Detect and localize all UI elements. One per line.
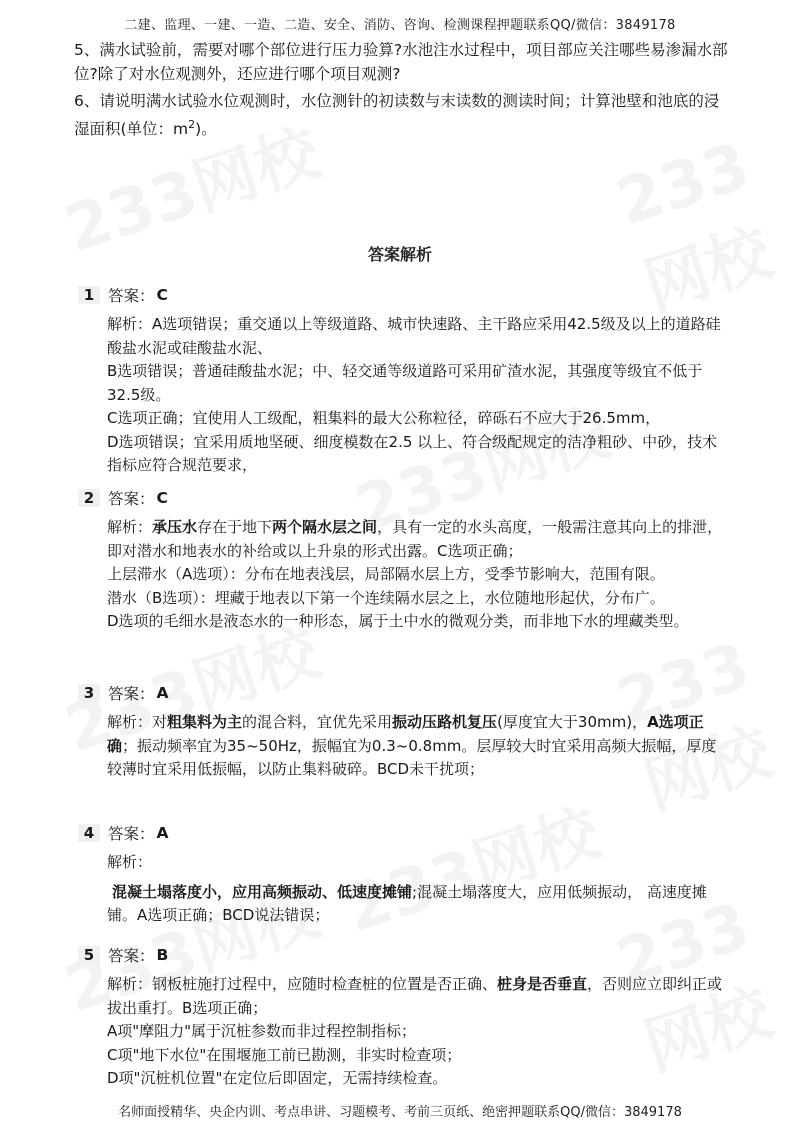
answer-5 bbox=[78, 943, 738, 1091]
page-header: 二建、监理、一建、一造、二造、安全、消防、咨询、检测课程押题联系QQ/微信：3849178 bbox=[124, 18, 676, 33]
question-5: 5、满水试验前，需要对哪个部位进行压力验算?水池注水过程中，项目部应关注哪些易渗漏水部位?除了对水位观测外，还应进行哪个项目观测? bbox=[74, 41, 728, 83]
answer-label: 答案： bbox=[108, 685, 155, 703]
answer-label: 答案： bbox=[108, 490, 155, 508]
answer-label: 答案： bbox=[108, 825, 155, 843]
answer-explanation: 解析：A选项错误；重交通以上等级道路、城市快速路、主干路应采用42.5级及以上的道路硅酸盐水泥或硅酸盐水泥、 B选项错误；普通硅酸盐水泥；中、轻交通等级道路可采用矿渣水泥，其强度等级宜不低于32.5级。 C选项正确；宜使用人工级配，粗集料的最大公称粒径，碎砾石不应大于26.5mm， D选项错误；宜采用质地坚硬、细度模数在2.5 以上、符合级配规定的洁净粗砂、中砂，技术指标应符合规范要求， bbox=[107, 315, 721, 474]
answer-value: C bbox=[156, 489, 168, 507]
answer-number: 4 bbox=[78, 824, 100, 842]
answer-number: 5 bbox=[78, 946, 100, 964]
answer-number: 3 bbox=[78, 684, 100, 702]
page-footer: 名师面授精华、央企内训、考点串讲、习题模考、考前三页纸、绝密押题联系QQ/微信：3849178 bbox=[118, 1105, 682, 1120]
answer-1 bbox=[78, 283, 738, 478]
question-6: 6、请说明满水试验水位观测时，水位测针的初读数与末读数的测读时间；计算池壁和池底的浸湿面积(单位：$m^2$)。 bbox=[74, 92, 720, 139]
answer-explanation: 解析： 混凝土塌落度小，应用高频振动、低速度摊铺;混凝土塌落度大，应用低频振动， 高速度摊铺。A选项正确；BCD说法错误； bbox=[107, 853, 707, 924]
answer-2 bbox=[78, 486, 738, 634]
answer-value: B bbox=[156, 946, 169, 964]
answer-explanation: 解析：对粗集料为主的混合料，宜优先采用振动压路机复压(厚度宜大于30mm)，A选项正确；振动频率宜为35~50Hz，振幅宜为0.3~0.8mm。层厚较大时宜采用高频大振幅，厚度较薄时宜采用低振幅，以防止集料破碎。BCD未干扰项； bbox=[107, 713, 717, 778]
answer-value: C bbox=[156, 286, 168, 304]
answer-label: 答案： bbox=[108, 947, 155, 965]
answer-explanation: 解析：钢板桩施打过程中，应随时检查桩的位置是否正确、桩身是否垂直，否则应立即纠正或拔出重打。B选项正确； A项"摩阻力"属于沉桩参数而非过程控制指标； C项"地下水位"在围堰施工前已勘测，非实时检查项； D项"沉桩机位置"在定位后即固定，无需持续检查。 bbox=[107, 975, 723, 1087]
answer-value: A bbox=[156, 824, 169, 842]
answer-number: 1 bbox=[78, 286, 100, 304]
answer-value: A bbox=[156, 684, 169, 702]
answer-3 bbox=[78, 681, 738, 782]
answer-4 bbox=[78, 821, 738, 928]
answer-number: 2 bbox=[78, 489, 100, 507]
answer-label: 答案： bbox=[108, 287, 155, 305]
answer-explanation: 解析：承压水存在于地下两个隔水层之间，具有一定的水头高度，一般需注意其向上的排泄，即对潜水和地表水的补给或以上升泉的形式出露。C选项正确； 上层滞水（A选项）：分布在地表浅层，局部隔水层上方，受季节影响大，范围有限。 潜水（B选项）：埋藏于地表以下第一个连续隔水层之上，水位随地形起伏，分布广。 D选项的毛细水是液态水的一种形态，属于土中水的微观分类，而非地下水的埋藏类型。 bbox=[107, 518, 723, 630]
section-title: 答案解析 bbox=[367, 245, 432, 264]
